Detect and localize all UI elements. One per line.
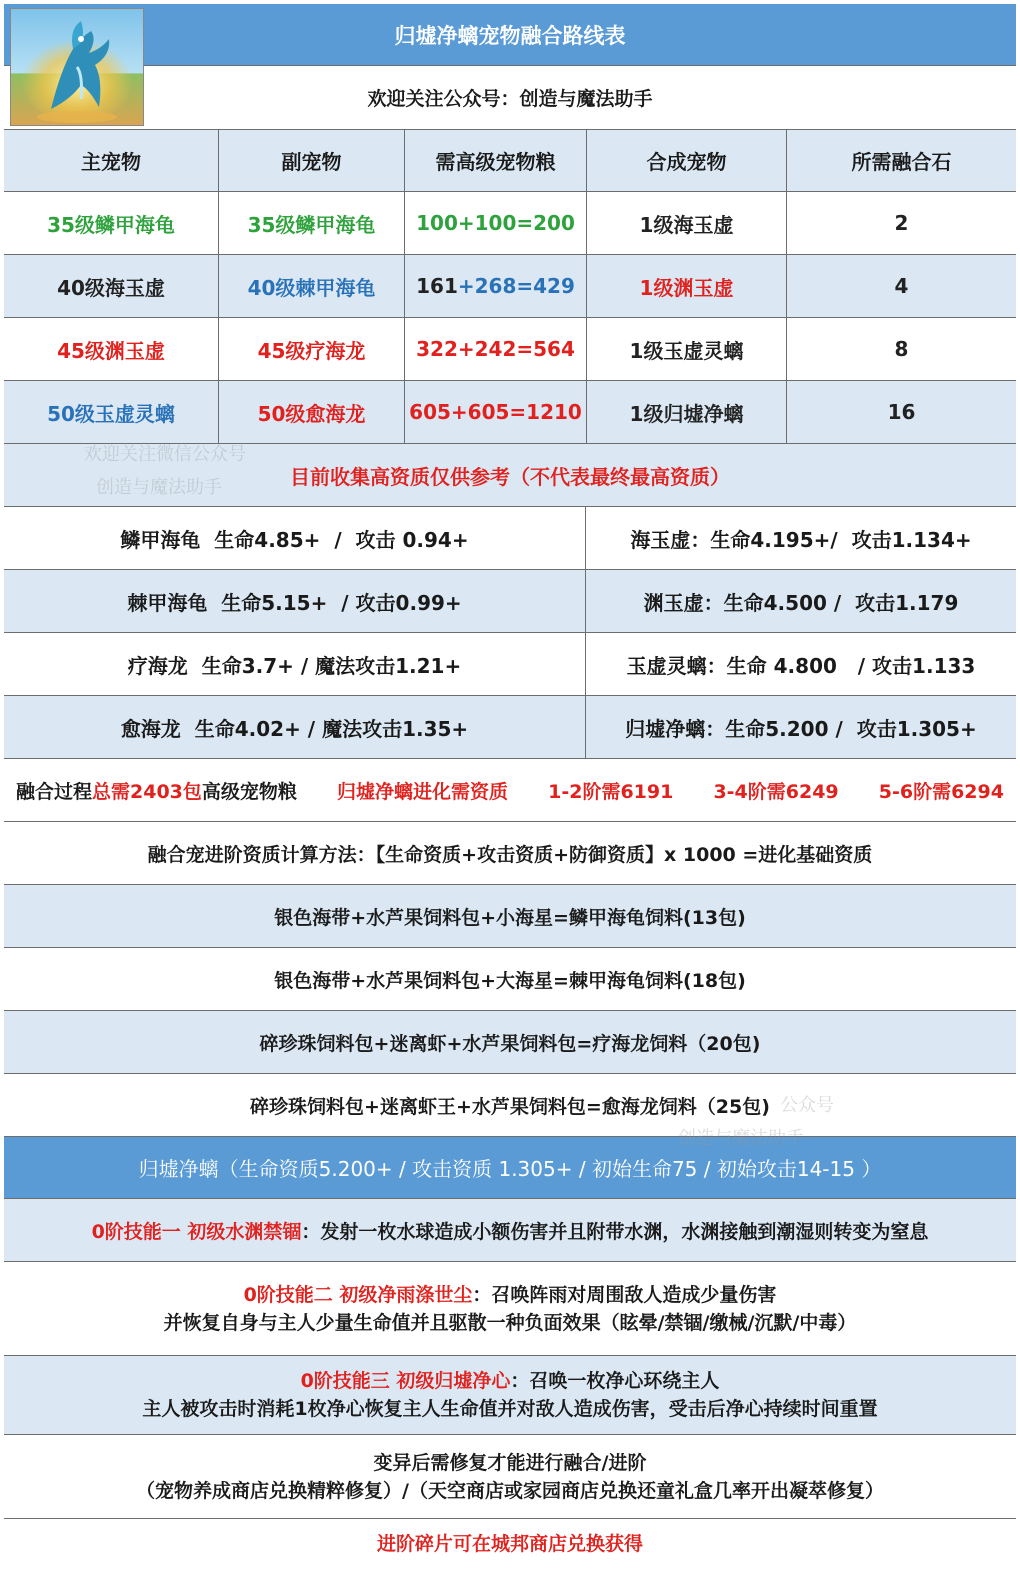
main-pet-cell: 45级渊玉虚 xyxy=(4,318,219,380)
watermark-text: 创造与魔法助手 xyxy=(678,1128,804,1149)
food-cell xyxy=(405,255,587,317)
skill-two-line1 xyxy=(244,1281,777,1309)
summary-text xyxy=(16,777,297,804)
skill-two-title: 0阶技能二 初级净雨涤世尘 xyxy=(243,1283,473,1306)
table-row xyxy=(4,192,1016,255)
summary-stage-3-4: 3-4阶需6249 xyxy=(713,780,839,803)
skill-three-line1 xyxy=(301,1367,720,1395)
stones-cell: 8 xyxy=(894,337,909,361)
skill-three-desc: ：召唤一枚净心环绕主人 xyxy=(510,1370,720,1392)
stat-left: 棘甲海龟 生命5.15+ / 攻击0.99+ xyxy=(4,570,586,632)
result-pet-cell: 1级归墟净螭 xyxy=(587,381,787,443)
mutation-line1: 变异后需修复才能进行融合/进阶 xyxy=(373,1451,647,1474)
stat-right: 渊玉虚：生命4.500 / 攻击1.179 xyxy=(643,590,959,615)
recipe-row: 银色海带+水芦果饲料包+大海星=棘甲海龟饲料(18包) xyxy=(4,948,1016,1011)
fusion-table-header xyxy=(4,130,1016,192)
summary-evolve: 归墟净螭进化需资质 xyxy=(337,780,509,803)
stat-right: 海玉虚：生命4.195+/ 攻击1.134+ xyxy=(630,527,972,552)
food-cell: 322+242=564 xyxy=(405,318,587,380)
result-pet-cell: 1级渊玉虚 xyxy=(587,255,787,317)
food-sub-amount: +268=429 xyxy=(457,274,575,298)
stats-row xyxy=(4,633,1016,696)
summary-total: 总需2403包 xyxy=(92,780,202,803)
mutation-note xyxy=(4,1435,1016,1519)
column-header-main-pet: 主宠物 xyxy=(4,130,219,191)
summary-stage-1-2: 1-2阶需6191 xyxy=(548,780,674,803)
stones-cell: 16 xyxy=(887,400,916,424)
watermark-text: 欢迎关注微信公众号 xyxy=(84,444,246,465)
mutation-line2: （宠物养成商店兑换精粹修复）/（天空商店或家园商店兑换还童礼盒几率开出凝萃修复） xyxy=(136,1479,884,1502)
skill-three-title: 0阶技能三 初级归墟净心 xyxy=(300,1370,511,1392)
sub-pet-cell: 35级鳞甲海龟 xyxy=(219,192,405,254)
recipe-row: 银色海带+水芦果饲料包+小海星=鳞甲海龟饲料(13包) xyxy=(4,885,1016,948)
formula-text: 融合宠进阶资质计算方法：【生命资质+攻击资质+防御资质】x 1000 =进化基础资质 xyxy=(4,822,1016,885)
pet-stats-banner: 归墟净螭（生命资质5.200+ / 攻击资质 1.305+ / 初始生命75 / 初始攻击14-15 ） xyxy=(4,1137,1016,1199)
stats-row xyxy=(4,570,1016,633)
pet-avatar-image xyxy=(10,8,144,126)
fusion-summary xyxy=(4,759,1016,822)
main-pet-cell: 35级鳞甲海龟 xyxy=(4,192,219,254)
skill-one xyxy=(4,1199,1016,1262)
summary-stage-5-6: 5-6阶需6294 xyxy=(878,780,1004,803)
stats-row xyxy=(4,507,1016,570)
skill-three-line2: 主人被攻击时消耗1枚净心恢复主人生命值并对敌人造成伤害，受击后净心持续时间重置 xyxy=(142,1398,878,1420)
footer-note: 进阶碎片可在城邦商店兑换获得 xyxy=(4,1519,1016,1565)
food-main-amount: 161 xyxy=(416,274,458,298)
stat-right: 归墟净螭：生命5.200 / 攻击1.305+ xyxy=(625,716,977,741)
stat-left: 疗海龙 生命3.7+ / 魔法攻击1.21+ xyxy=(4,633,586,695)
recipe-row: 碎珍珠饲料包+迷离虾王+水芦果饲料包=愈海龙饲料（25包) xyxy=(4,1074,1016,1137)
column-header-sub-pet: 副宠物 xyxy=(219,130,405,191)
stat-left: 鳞甲海龟 生命4.85+ / 攻击 0.94+ xyxy=(4,507,586,569)
column-header-stones: 所需融合石 xyxy=(851,150,952,174)
stat-right: 玉虚灵螭：生命 4.800 / 攻击1.133 xyxy=(626,653,976,678)
recipe-row: 碎珍珠饲料包+迷离虾+水芦果饲料包=疗海龙饲料（20包) xyxy=(4,1011,1016,1074)
food-cell: 605+605=1210 xyxy=(405,381,587,443)
result-pet-cell: 1级海玉虚 xyxy=(587,192,787,254)
summary-food: 高级宠物粮 xyxy=(201,780,297,803)
skill-two-desc: ：召唤阵雨对周围敌人造成少量伤害 xyxy=(472,1283,777,1306)
table-row xyxy=(4,318,1016,381)
column-header-result-pet: 合成宠物 xyxy=(587,130,787,191)
food-cell: 100+100=200 xyxy=(405,192,587,254)
table-row xyxy=(4,255,1016,318)
result-pet-cell: 1级玉虚灵螭 xyxy=(587,318,787,380)
column-header-food: 需高级宠物粮 xyxy=(405,130,587,191)
page-title: 归墟净螭宠物融合路线表 xyxy=(4,4,1016,66)
skill-two-line2: 并恢复自身与主人少量生命值并且驱散一种负面效果（眩晕/禁锢/缴械/沉默/中毒） xyxy=(163,1311,857,1334)
skill-two xyxy=(4,1262,1016,1356)
watermark-text: 创造与魔法助手 xyxy=(96,477,222,498)
skill-one-title: 0阶技能一 初级水渊禁锢 xyxy=(91,1220,302,1243)
watermark-text: 公众号 xyxy=(780,1095,834,1116)
main-pet-cell: 40级海玉虚 xyxy=(4,255,219,317)
stats-row xyxy=(4,696,1016,759)
summary-label: 融合过程 xyxy=(16,780,93,803)
stat-left: 愈海龙 生命4.02+ / 魔法攻击1.35+ xyxy=(4,696,586,758)
stones-cell: 2 xyxy=(894,211,909,235)
skill-three xyxy=(4,1356,1016,1435)
sub-pet-cell: 40级棘甲海龟 xyxy=(219,255,405,317)
stones-cell: 4 xyxy=(894,274,909,298)
page-subtitle: 欢迎关注公众号：创造与魔法助手 xyxy=(4,66,1016,130)
quality-note: 目前收集高资质仅供参考（不代表最终最高资质） xyxy=(4,444,1016,507)
sub-pet-cell: 45级疗海龙 xyxy=(219,318,405,380)
table-row xyxy=(4,381,1016,444)
sub-pet-cell: 50级愈海龙 xyxy=(219,381,405,443)
skill-one-desc: ：发射一枚水球造成小额伤害并且附带水渊，水渊接触到潮湿则转变为窒息 xyxy=(301,1220,929,1243)
main-pet-cell: 50级玉虚灵螭 xyxy=(4,381,219,443)
